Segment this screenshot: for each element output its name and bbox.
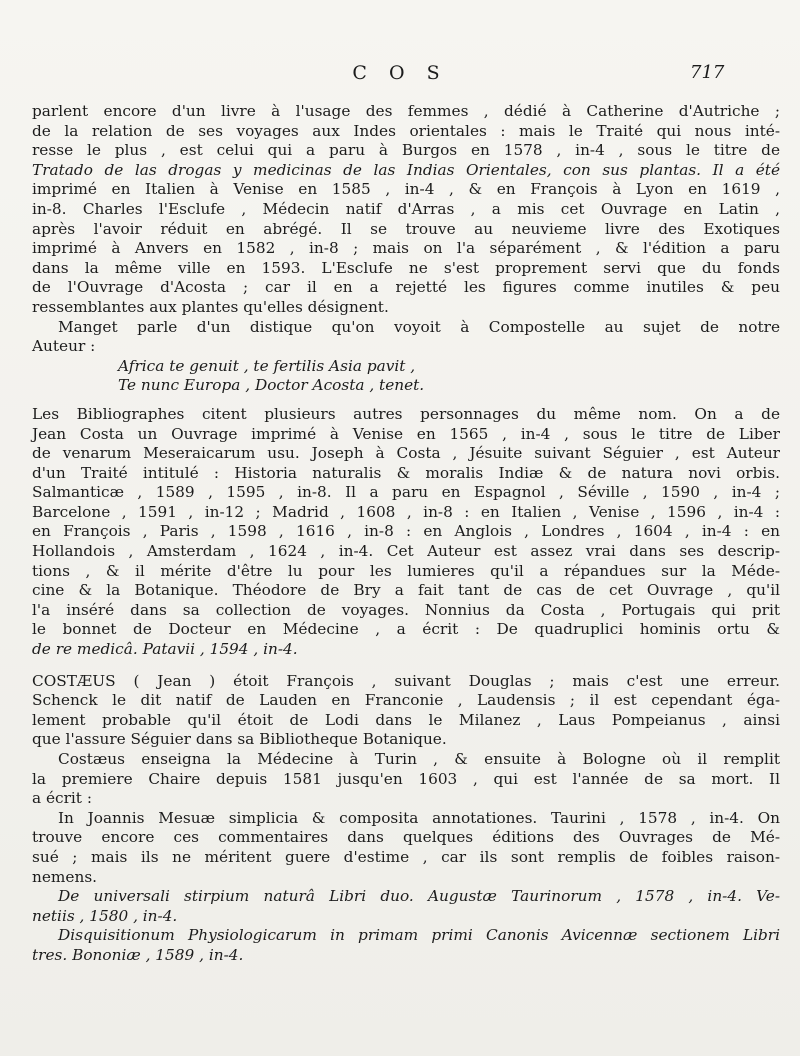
text-line: Salmanticæ , 1589 , 1595 , in-8. Il a paru en Espagnol , Séville , 1590 , in-4 ;: [32, 483, 780, 502]
text-line: tions , & il mérite d'être lu pour les lumieres qu'il a répandues sur la Méde-: [32, 561, 780, 580]
text-line: lement probable qu'il étoit de Lodi dans le Milanez , Laus Pompeianus , ainsi: [32, 710, 780, 729]
text-line: De universali stirpium naturâ Libri duo. Augustæ Taurinorum , 1578 , in-4. Ve-: [58, 887, 780, 906]
text-line: tres. Bononiæ , 1589 , in-4.: [32, 945, 244, 964]
verse-line: Africa te genuit , te fertilis Asia pavit ,: [118, 356, 416, 375]
text-line: de re medicâ. Patavii , 1594 , in-4.: [32, 640, 298, 659]
text-line: que l'assure Séguier dans sa Bibliotheque Botanique.: [32, 730, 447, 749]
text-line: netiis , 1580 , in-4.: [32, 906, 178, 925]
text-line: trouve encore ces commentaires dans quelques éditions des Ouvrages de Mé-: [32, 828, 780, 847]
text-line: Auteur :: [32, 337, 96, 356]
text-line: nemens.: [32, 867, 98, 886]
text-line: Costæus enseigna la Médecine à Turin , & ensuite à Bologne où il remplit: [58, 750, 780, 768]
text-line: en François , Paris , 1598 , 1616 , in-8 : en Anglois , Londres , 1604 , in-4 : en: [32, 522, 780, 541]
text-line: de venarum Meseraicarum usu. Joseph à Costa , Jésuite suivant Séguier , est Auteur: [32, 444, 780, 463]
text-line: a écrit :: [32, 789, 92, 808]
text-line: imprimé à Anvers en 1582 , in-8 ; mais on l'a séparément , & l'édition a paru: [32, 239, 780, 258]
text-line: Jean Costa un Ouvrage imprimé à Venise en 1565 , in-4 , sous le titre de Liber: [32, 424, 780, 443]
text-line: Tratado de las drogas y medicinas de las Indias Orientales, con sus plantas. Il a été: [32, 160, 780, 179]
text-line: Barcelone , 1591 , in-12 ; Madrid , 1608 , in-8 : en Italien , Venise , 1596 , in-4 :: [32, 502, 780, 521]
text-line: cine & la Botanique. Théodore de Bry a fait tant de cas de cet Ouvrage , qu'il: [32, 581, 780, 600]
text-line: dans la même ville en 1593. L'Esclufe ne s'est proprement servi que du fonds: [32, 258, 780, 277]
text-line: Hollandois , Amsterdam , 1624 , in-4. Cet Auteur est assez vrai dans ses descrip-: [32, 542, 780, 561]
text-line: Disquisitionum Physiologicarum in primam primi Canonis Avicennæ sectionem Libri: [58, 926, 780, 945]
text-line: resse le plus , est celui qui a paru à Burgos en 1578 , in-4 , sous le titre de: [32, 141, 780, 160]
text-line: Manget parle d'un distique qu'on voyoit à Compostelle au sujet de notre: [58, 317, 780, 336]
text-line: la premiere Chaire depuis 1581 jusqu'en 1603 , qui est l'année de sa mort. Il: [32, 769, 780, 788]
text-line: l'a inséré dans sa collection de voyages. Nonnius da Costa , Portugais qui prit: [32, 600, 780, 619]
text-line: Schenck le dit natif de Lauden en Franconie , Laudensis ; il est cependant éga-: [32, 691, 780, 710]
text-line: ressemblantes aux plantes qu'elles désignent.: [32, 297, 389, 316]
text-line: parlent encore d'un livre à l'usage des femmes , dédié à Catherine d'Autriche ;: [32, 102, 780, 120]
text-line: In Joannis Mesuæ simplicia & composita annotationes. Taurini , 1578 , in-4. On: [58, 808, 780, 827]
page-body: [32, 102, 780, 966]
text-line: d'un Traité intitulé : Historia naturalis & moralis Indiæ & de natura novi orbis.: [32, 463, 780, 482]
text-line: Les Bibliographes citent plusieurs autres personnages du même nom. On a de: [32, 404, 780, 423]
running-head: C O S: [352, 62, 448, 84]
text-line: sué ; mais ils ne méritent guere d'estime , car ils sont remplis de foibles raison-: [32, 847, 780, 866]
page-number: 717: [690, 62, 725, 83]
entry-heading-line: COSTÆUS ( Jean ) étoit François , suivant Douglas ; mais c'est une erreur.: [32, 671, 780, 690]
text-line: de l'Ouvrage d'Acosta ; car il en a rejetté les figures comme inutiles & peu: [32, 278, 780, 297]
text-line: le bonnet de Docteur en Médecine , a écrit : De quadruplici hominis ortu &: [32, 620, 780, 639]
text-line: in-8. Charles l'Esclufe , Médecin natif d'Arras , a mis cet Ouvrage en Latin ,: [32, 199, 780, 218]
text-line: imprimé en Italien à Venise en 1585 , in-4 , & en François à Lyon en 1619 ,: [32, 180, 780, 199]
verse-line: Te nunc Europa , Doctor Acosta , tenet.: [118, 376, 425, 395]
text-line: après l'avoir réduit en abrégé. Il se trouve au neuvieme livre des Exotiques: [32, 219, 780, 238]
text-line: de la relation de ses voyages aux Indes orientales : mais le Traité qui nous inté-: [32, 121, 780, 140]
